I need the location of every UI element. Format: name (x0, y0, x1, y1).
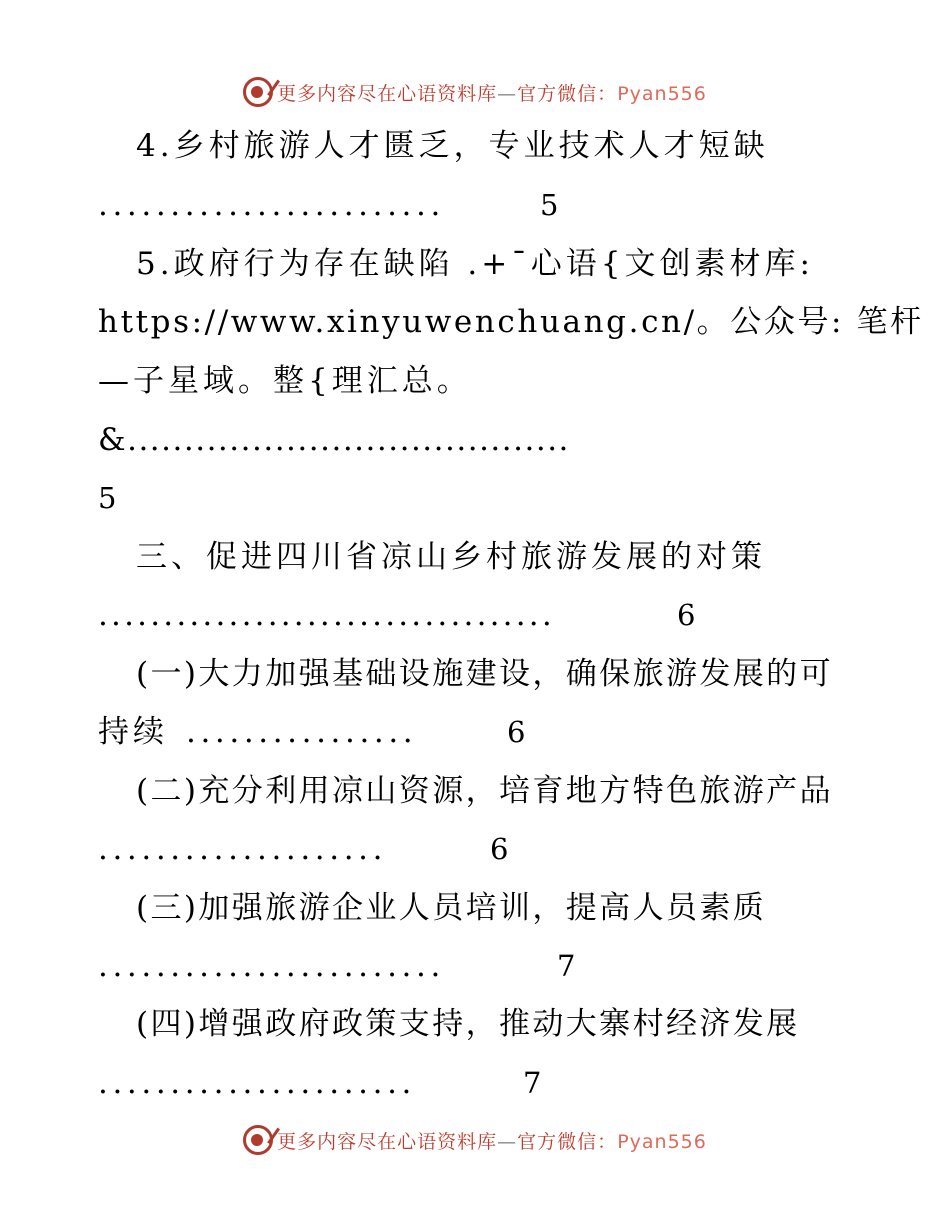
watermark-wechat-id: Pyan556 (617, 82, 707, 105)
toc-sub-1-title-line1[interactable]: (一)大力加强基础设施建设，确保旅游发展的可 (136, 656, 833, 692)
watermark-separator: — (497, 1130, 518, 1153)
watermark-wechat-label: 官方微信： (517, 1130, 618, 1153)
toc-section-3-title[interactable]: 三、促进四川省凉山乡村旅游发展的对策 (136, 539, 766, 575)
toc-item-5-title-line2: https://www.xinyuwenchuang.cn/。公众号: 笔杆 (98, 304, 924, 340)
toc-section-3-page: 6 (677, 598, 696, 632)
toc-sub-1-title-line2: 持续 (98, 714, 168, 750)
toc-item-5-leader: &....................................... (98, 422, 570, 458)
watermark-text (277, 1127, 707, 1154)
toc-sub-4-title[interactable]: (四)增强政府政策支持，推动大寨村经济发展 (136, 1006, 800, 1042)
watermark-wechat-id: Pyan556 (617, 1130, 707, 1153)
toc-item-4-leader: ........................ (98, 187, 445, 223)
toc-sub-4-page: 7 (523, 1066, 542, 1100)
toc-sub-3-title[interactable]: (三)加强旅游企业人员培训，提高人员素质 (136, 890, 767, 926)
toc-item-5-title-line1[interactable]: 5.政府行为存在缺陷 .+¯心语{文创素材库: (136, 246, 814, 282)
toc-sub-1-page: 6 (507, 715, 526, 749)
toc-item-5-title-line3: —子星域。整{理汇总。 (98, 363, 472, 399)
watermark-site-text: 更多内容尽在心语资料库 (277, 82, 498, 105)
toc-item-4-page: 5 (540, 188, 559, 222)
toc-sub-1-leader: ................ (186, 714, 418, 750)
toc-sub-2-leader: .................... (98, 831, 388, 867)
toc-sub-4-leader: ...................... (98, 1065, 416, 1101)
pen-logo-icon (243, 1125, 273, 1155)
toc-sub-2-title[interactable]: (二)充分利用凉山资源，培育地方特色旅游产品 (136, 773, 833, 809)
watermark-banner-bottom (0, 1118, 950, 1162)
toc-sub-3-page: 7 (557, 949, 576, 983)
toc-section-3-leader: ................................... (98, 597, 555, 633)
watermark-separator: — (497, 82, 518, 105)
toc-sub-2-page: 6 (490, 832, 509, 866)
watermark-site-text: 更多内容尽在心语资料库 (277, 1130, 498, 1153)
watermark-wechat-label: 官方微信： (517, 82, 618, 105)
toc-sub-3-leader: ........................ (98, 948, 445, 984)
toc-item-5-page: 5 (98, 481, 117, 515)
toc-item-4-title[interactable]: 4.乡村旅游人才匮乏，专业技术人才短缺 (136, 128, 769, 164)
